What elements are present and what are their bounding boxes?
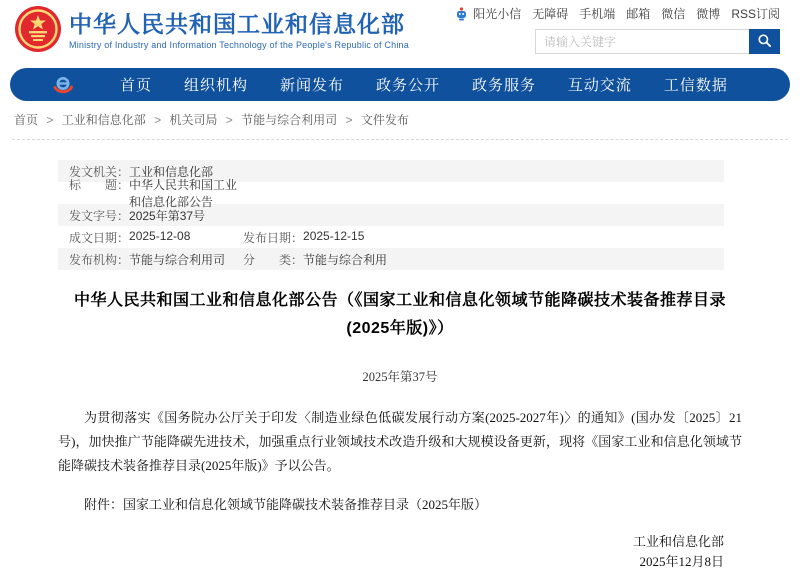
meta-row — [58, 248, 724, 270]
search-icon — [757, 33, 772, 51]
meta-label: 标 题： — [69, 178, 130, 192]
nav-item-gov-disclosure[interactable]: 政务公开 — [375, 77, 440, 94]
meta-label: 成文日期： — [69, 230, 130, 245]
meta-label: 发文字号： — [69, 208, 130, 223]
breadcrumb-item-home[interactable]: 首页 — [14, 113, 39, 127]
breadcrumb-separator: > — [345, 113, 353, 127]
quick-link-mail[interactable]: 邮箱 — [626, 7, 651, 21]
nav-item-home[interactable]: 首页 — [120, 77, 153, 94]
search-button[interactable] — [749, 29, 780, 54]
meta-label: 发布机构： — [69, 252, 130, 267]
signature-date: 2025年12月8日 — [639, 554, 724, 570]
meta-value: 节能与综合利用 — [303, 252, 388, 267]
breadcrumb-item-departments[interactable]: 机关司局 — [169, 113, 218, 127]
assistant-robot-icon — [455, 7, 468, 21]
nav-item-interaction[interactable]: 互动交流 — [567, 77, 632, 94]
meta-label: 发文机关： — [69, 164, 130, 179]
header-right — [473, 5, 780, 54]
site-brand — [14, 5, 409, 53]
quick-links — [473, 5, 780, 22]
miit-e-logo-icon — [52, 74, 74, 96]
signature-name: 工业和信息化部 — [632, 534, 724, 550]
nav-item-organization[interactable]: 组织机构 — [183, 77, 248, 94]
meta-value: 工业和信息化部 — [129, 164, 214, 179]
article-body: 为贯彻落实《国务院办公厅关于印发〈制造业绿色低碳发展行动方案(2025-2027年)〉的通知》(国办发〔2025〕21号)，加快推广节能降碳先进技术，加强重点行业领域技术改造升级和大规模设备更新，现将《国家工业和信息化领域节能降碳技术装备推荐目录(2025年版)》予以公告。 — [58, 410, 742, 474]
document-page — [58, 160, 742, 572]
site-titles — [69, 9, 409, 50]
attachment-line — [58, 494, 742, 513]
site-title: 中华人民共和国工业和信息化部 — [69, 10, 405, 37]
search-input[interactable] — [535, 29, 749, 54]
main-nav — [10, 68, 790, 101]
breadcrumb-item-documents[interactable]: 文件发布 — [360, 113, 409, 127]
national-emblem-icon — [14, 5, 62, 53]
meta-value: 中华人民共和国工业和信息化部公告 — [129, 178, 238, 209]
signature-block — [58, 532, 742, 572]
attachment-link[interactable]: 附件：国家工业和信息化领域节能降碳技术装备推荐目录（2025年版） — [84, 497, 488, 513]
meta-label: 分 类： — [243, 252, 304, 267]
quick-link-rss[interactable]: RSS订阅 — [731, 7, 780, 21]
breadcrumb-item-miit[interactable]: 工业和信息化部 — [61, 113, 146, 127]
meta-row — [58, 178, 724, 209]
meta-value: 节能与综合利用司 — [129, 252, 226, 267]
article-title: 中华人民共和国工业和信息化部公告（《国家工业和信息化领域节能降碳技术装备推荐目录(2025年版)》） — [73, 292, 726, 337]
meta-row — [58, 226, 724, 248]
quick-link-wechat[interactable]: 微信 — [661, 7, 686, 21]
nav-items — [120, 74, 728, 95]
breadcrumb — [12, 101, 788, 140]
site-header — [0, 0, 800, 62]
breadcrumb-separator: > — [154, 113, 162, 127]
nav-item-data[interactable]: 工信数据 — [663, 77, 728, 94]
site-subtitle: Ministry of Industry and Information Technology of the People's Republic of China — [69, 39, 409, 50]
meta-value: 2025-12-15 — [303, 228, 365, 243]
meta-value: 2025-12-08 — [129, 228, 191, 243]
nav-item-gov-services[interactable]: 政务服务 — [471, 77, 536, 94]
nav-item-news[interactable]: 新闻发布 — [279, 77, 344, 94]
quick-link-weibo[interactable]: 微博 — [696, 7, 721, 21]
quick-link-accessibility[interactable]: 无障碍 — [532, 7, 569, 21]
doc-number: 2025年第37号 — [362, 370, 438, 385]
meta-label: 发布日期： — [243, 230, 304, 245]
meta-table — [58, 160, 724, 270]
quick-link-mobile[interactable]: 手机端 — [579, 7, 616, 21]
breadcrumb-item-energy-dept[interactable]: 节能与综合利用司 — [241, 113, 338, 127]
breadcrumb-separator: > — [46, 113, 54, 127]
meta-value: 2025年第37号 — [129, 208, 206, 223]
search-bar — [535, 29, 780, 54]
meta-row — [58, 204, 724, 226]
quick-link-assistant[interactable]: 阳光小信 — [473, 7, 522, 21]
breadcrumb-separator: > — [225, 113, 233, 127]
